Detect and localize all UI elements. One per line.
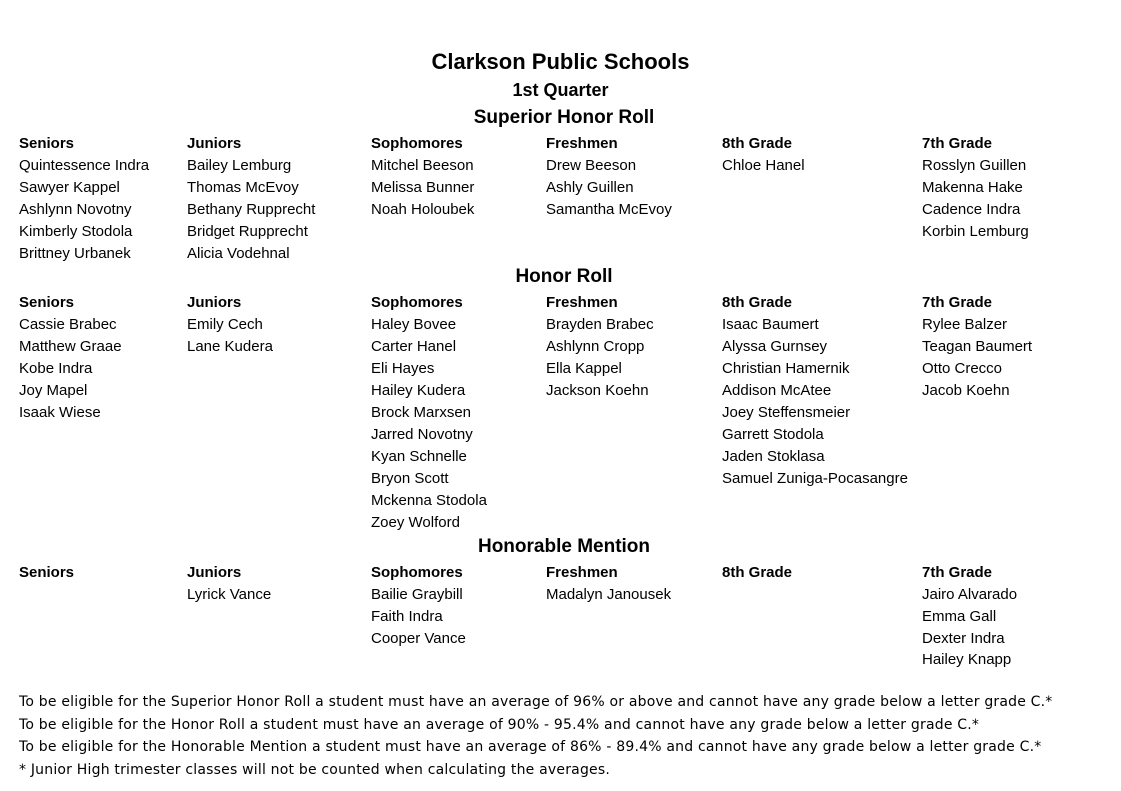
grade-column (722, 562, 792, 584)
column-heading: 8th Grade (722, 564, 793, 581)
student-name: Kyan Schnelle (371, 448, 467, 465)
student-name: Jarred Novotny (371, 426, 473, 443)
footer-line-mention: To be eligible for the Honorable Mention a student must have an average of 86% - 89.4% and cannot have any grade below a letter grade C.* (19, 739, 1042, 755)
student-name: Ashly Guillen (546, 179, 634, 196)
student-name: Jacob Koehn (922, 382, 1010, 399)
student-name: Madalyn Janousek (546, 586, 672, 603)
student-name: Bethany Rupprecht (187, 201, 316, 218)
column-heading: Sophomores (371, 135, 463, 152)
student-name: Jairo Alvarado (922, 586, 1018, 603)
grade-column (371, 133, 474, 221)
student-name: Haley Bovee (371, 316, 457, 333)
grade-column (19, 562, 74, 584)
student-name: Jackson Koehn (546, 382, 649, 399)
grade-column (546, 133, 672, 221)
student-name: Isaak Wiese (19, 404, 101, 421)
student-name: Sawyer Kappel (19, 179, 120, 196)
column-heading: Seniors (19, 294, 75, 311)
student-name: Rosslyn Guillen (922, 157, 1027, 174)
grade-column (187, 562, 271, 606)
student-name: Quintessence Indra (19, 157, 150, 174)
student-name: Carter Hanel (371, 338, 457, 355)
student-name: Noah Holoubek (371, 201, 475, 218)
student-name: Ella Kappel (546, 360, 622, 377)
student-name: Cooper Vance (371, 629, 466, 647)
student-name: Otto Crecco (922, 360, 1003, 377)
student-name: Ashlynn Novotny (19, 201, 132, 218)
student-name: Kimberly Stodola (19, 223, 133, 240)
student-name: Emily Cech (187, 316, 263, 333)
column-heading: 8th Grade (722, 294, 793, 311)
student-name: Kobe Indra (19, 360, 93, 377)
student-name: Bailey Lemburg (187, 157, 292, 174)
column-heading: 8th Grade (722, 135, 793, 152)
column-heading: 7th Grade (922, 294, 993, 311)
column-heading: Freshmen (546, 294, 618, 311)
footer-line-trimester-note: * Junior High trimester classes will not be counted when calculating the averages. (19, 761, 610, 778)
grade-column (722, 133, 805, 177)
student-name: Cassie Brabec (19, 316, 117, 333)
student-name: Addison McAtee (722, 382, 832, 399)
grade-column (922, 133, 1029, 243)
grade-column (187, 292, 273, 358)
student-name: Samantha McEvoy (546, 201, 672, 218)
column-heading: Seniors (19, 564, 75, 581)
student-name: Hailey Kudera (371, 382, 466, 399)
student-name: Samuel Zuniga-Pocasangre (722, 470, 908, 487)
student-name: Teagan Baumert (922, 338, 1033, 355)
column-heading: Freshmen (546, 135, 618, 152)
student-name: Brayden Brabec (546, 316, 654, 333)
student-name: Chloe Hanel (722, 157, 805, 174)
student-name: Mitchel Beeson (371, 157, 474, 174)
student-name: Matthew Graae (19, 338, 122, 355)
student-name: Christian Hamernik (722, 360, 850, 377)
grade-column (722, 292, 908, 490)
student-name: Brock Marxsen (371, 404, 472, 421)
section-title: Superior Honor Roll (473, 107, 655, 128)
grade-column (922, 562, 1017, 671)
student-name: Ashlynn Cropp (546, 338, 645, 355)
student-name: Cadence Indra (922, 201, 1021, 218)
grade-column (546, 292, 654, 402)
grade-column (371, 292, 487, 534)
student-name: Isaac Baumert (722, 316, 819, 333)
student-name: Eli Hayes (371, 360, 435, 377)
grade-column (19, 133, 149, 265)
column-heading: Juniors (187, 564, 242, 581)
student-name: Faith Indra (371, 607, 443, 625)
footer-line-honor: To be eligible for the Honor Roll a student must have an average of 90% - 95.4% and cannot have any grade below a letter grade C.* (19, 716, 980, 733)
student-name: Alicia Vodehnal (187, 245, 290, 262)
student-name: Joey Steffensmeier (722, 404, 851, 421)
column-heading: 7th Grade (922, 564, 993, 581)
column-heading: Juniors (187, 135, 242, 152)
student-name: Bridget Rupprecht (187, 223, 308, 240)
grade-column (546, 562, 671, 606)
grade-column (187, 133, 315, 265)
student-name: Lane Kudera (187, 338, 273, 355)
column-heading: 7th Grade (922, 135, 993, 152)
column-heading: Sophomores (371, 294, 463, 311)
student-name: Bailie Graybill (371, 586, 463, 603)
section-title: Honor Roll (515, 266, 613, 287)
student-name: Dexter Indra (922, 629, 1005, 647)
grade-column (371, 562, 466, 649)
student-name: Alyssa Gurnsey (722, 338, 828, 355)
student-name: Emma Gall (922, 607, 997, 625)
grade-column (922, 292, 1032, 402)
student-name: Korbin Lemburg (922, 223, 1029, 240)
student-name: Brittney Urbanek (19, 245, 131, 262)
quarter-title: 1st Quarter (512, 80, 609, 100)
student-name: Hailey Knapp (922, 651, 1012, 669)
student-name: Rylee Balzer (922, 316, 1008, 333)
footer-line-superior: To be eligible for the Superior Honor Roll a student must have an average of 96% or above and cannot have any grade below a letter grade C.* (19, 694, 1053, 710)
student-name: Joy Mapel (19, 382, 88, 399)
student-name: Thomas McEvoy (187, 179, 299, 196)
student-name: Lyrick Vance (187, 586, 272, 603)
student-name: Garrett Stodola (722, 426, 824, 443)
student-name: Jaden Stoklasa (722, 448, 825, 465)
student-name: Makenna Hake (922, 179, 1023, 196)
school-title: Clarkson Public Schools (431, 49, 690, 74)
column-heading: Juniors (187, 294, 242, 311)
column-heading: Seniors (19, 135, 75, 152)
student-name: Zoey Wolford (371, 514, 460, 531)
student-name: Drew Beeson (546, 157, 637, 174)
column-heading: Sophomores (371, 564, 463, 581)
grade-column (19, 292, 122, 424)
column-heading: Freshmen (546, 564, 618, 581)
eligibility-notes (19, 691, 1053, 781)
student-name: Melissa Bunner (371, 179, 475, 196)
section-title: Honorable Mention (477, 536, 651, 557)
student-name: Bryon Scott (371, 470, 449, 487)
student-name: Mckenna Stodola (371, 492, 487, 509)
